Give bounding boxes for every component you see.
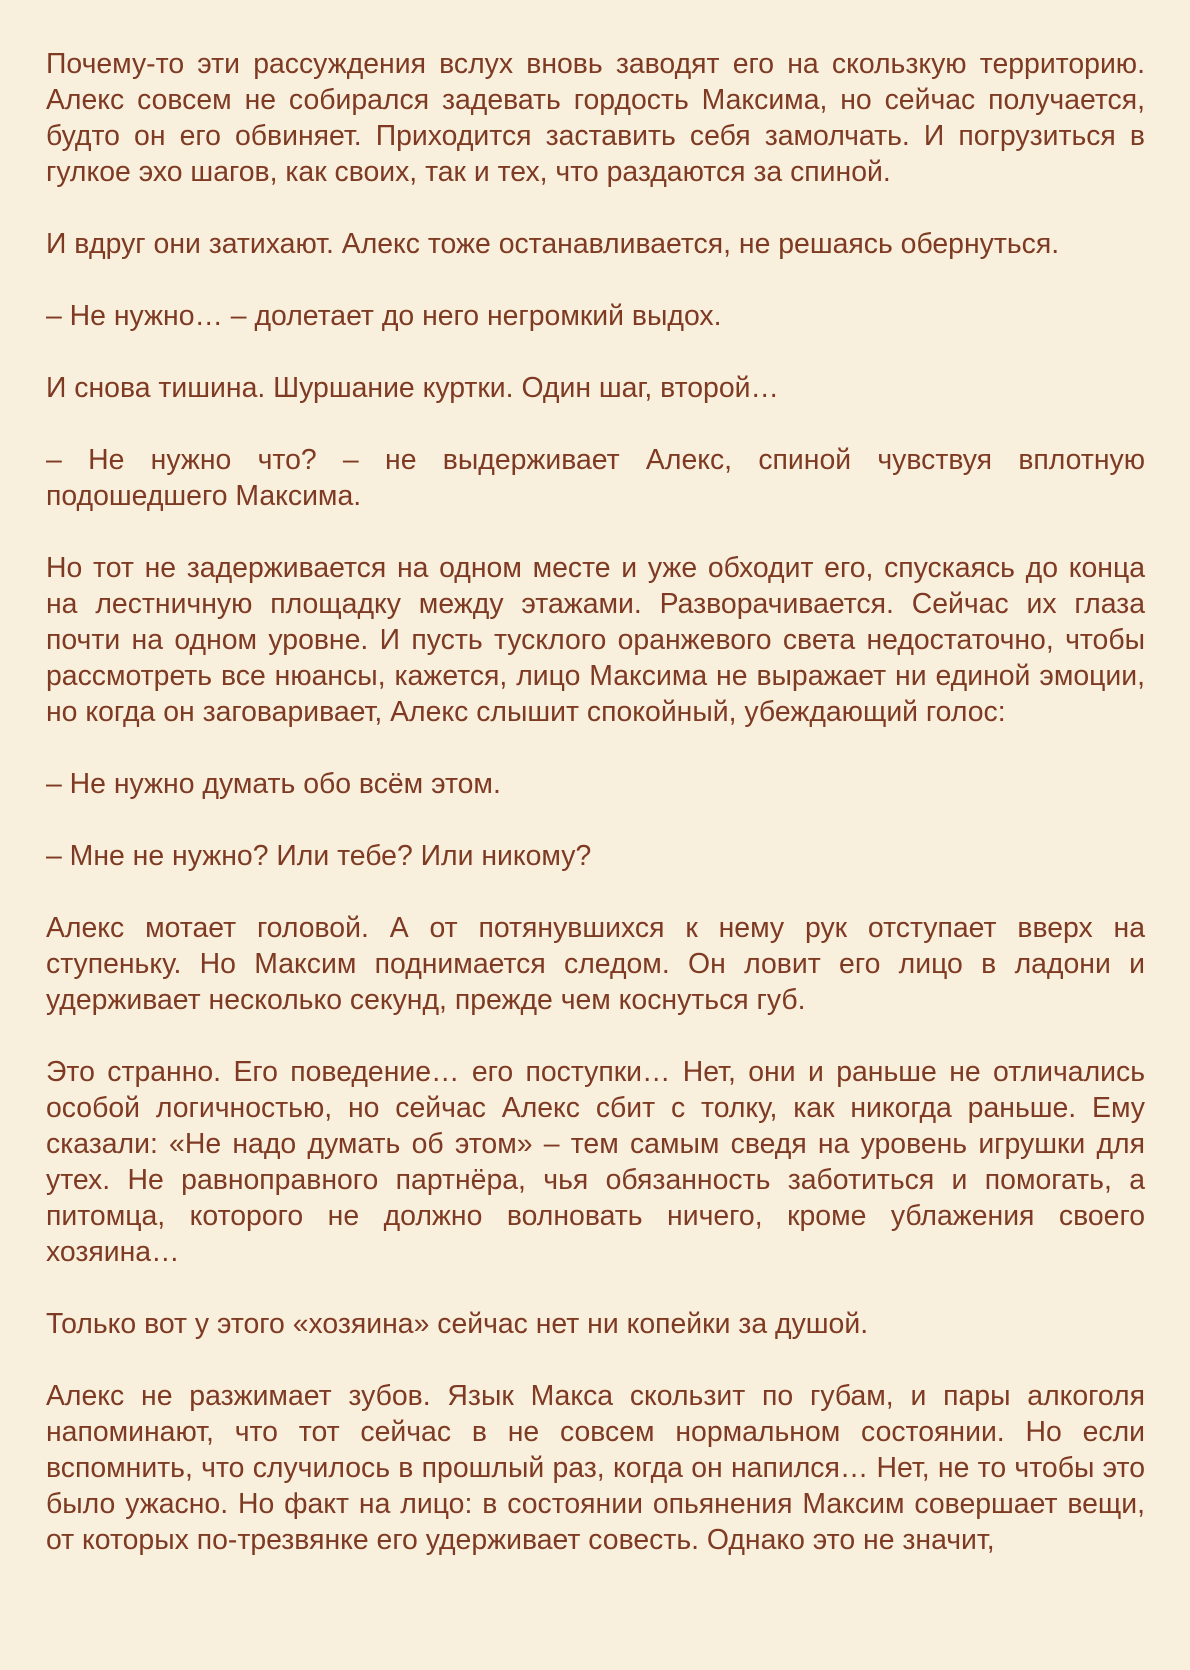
paragraph-2: И вдруг они затихают. Алекс тоже останавливается, не решаясь обернуться. — [46, 228, 1060, 260]
paragraph-10: Это странно. Его поведение… его поступки… Нет, они и раньше не отличались особой логичностью, но сейчас Алекс сбит с толку, как никогда раньше. Ему сказали: «Не надо думать об этом» – тем самым сведя на уровень игрушки для утех. Не равноправного партнёра, чья обязанность заботиться и помогать, а питомца, которого не должно волновать ничего, кроме ублажения своего хозяина… — [46, 1056, 1145, 1268]
paragraph-11: Только вот у этого «хозяина» сейчас нет ни копейки за душой. — [46, 1308, 869, 1340]
paragraph-8: – Мне не нужно? Или тебе? Или никому? — [46, 840, 592, 872]
book-page — [46, 46, 1145, 1594]
paragraph-5: – Не нужно что? – не выдерживает Алекс, спиной чувствуя вплотную подошедшего Максима. — [46, 444, 1145, 512]
paragraph-4: И снова тишина. Шуршание куртки. Один шаг, второй… — [46, 372, 779, 404]
paragraph-12: Алекс не разжимает зубов. Язык Макса скользит по губам, и пары алкоголя напоминают, что тот сейчас в не совсем нормальном состоянии. Но если вспомнить, что случилось в прошлый раз, когда он напился… Нет, не то чтобы это было ужасно. Но факт на лицо: в состоянии опьянения Максим совершает вещи, от которых по-трезвянке его удерживает совесть. Однако это не значит, — [46, 1380, 1145, 1556]
paragraph-1: Почему-то эти рассуждения вслух вновь заводят его на скользкую территорию. Алекс совсем не собирался задевать гордость Максима, но сейчас получается, будто он его обвиняет. Приходится заставить себя замолчать. И погрузиться в гулкое эхо шагов, как своих, так и тех, что раздаются за спиной. — [46, 48, 1145, 188]
paragraph-9: Алекс мотает головой. А от потянувшихся к нему рук отступает вверх на ступеньку. Но Максим поднимается следом. Он ловит его лицо в ладони и удерживает несколько секунд, прежде чем коснуться губ. — [46, 912, 1145, 1016]
paragraph-7: – Не нужно думать обо всём этом. — [46, 768, 501, 800]
paragraph-6: Но тот не задерживается на одном месте и уже обходит его, спускаясь до конца на лестничную площадку между этажами. Разворачивается. Сейчас их глаза почти на одном уровне. И пусть тусклого оранжевого света недостаточно, чтобы рассмотреть все нюансы, кажется, лицо Максима не выражает ни единой эмоции, но когда он заговаривает, Алекс слышит спокойный, убеждающий голос: — [46, 552, 1145, 728]
paragraph-3: – Не нужно… – долетает до него негромкий выдох. — [46, 300, 722, 332]
